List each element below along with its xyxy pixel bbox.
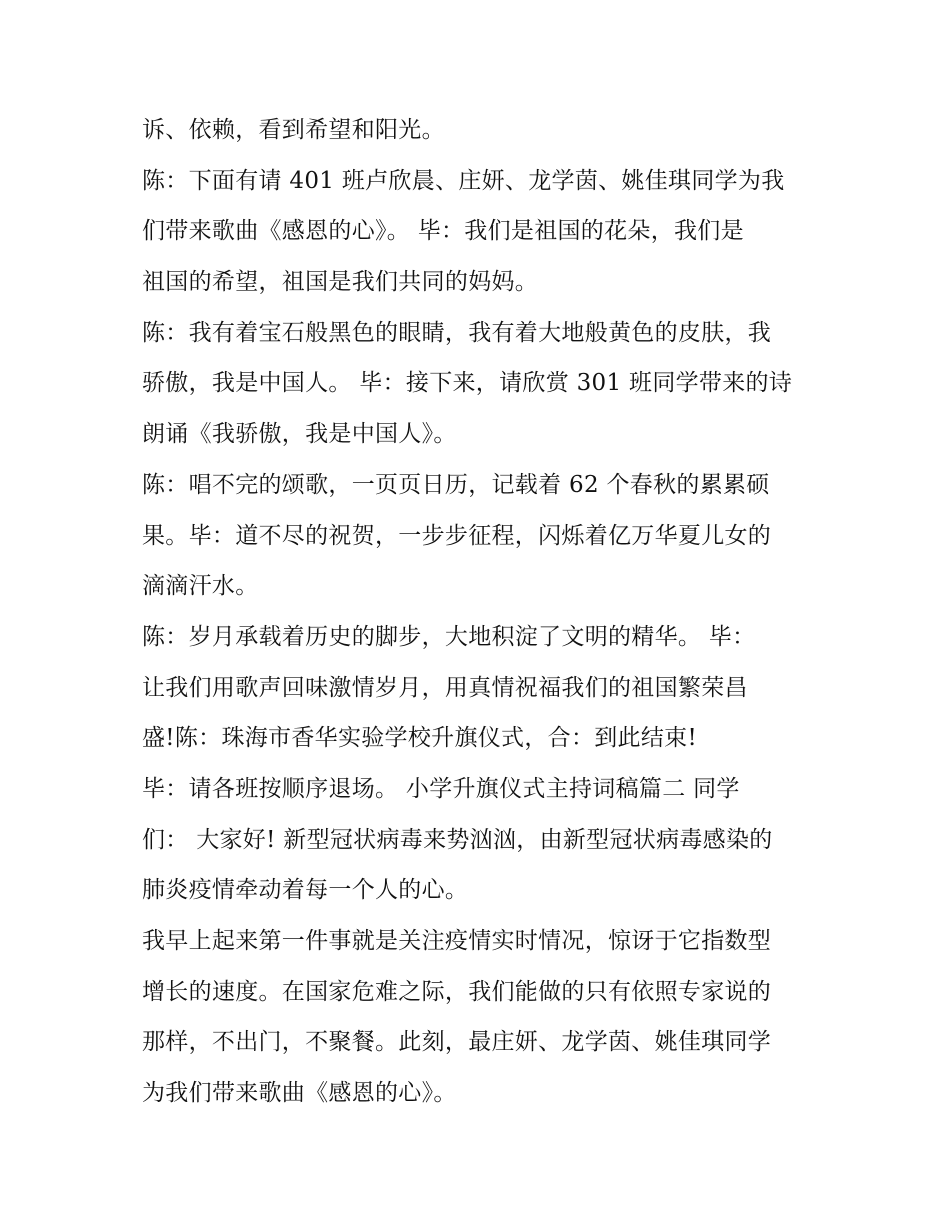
text-line: 盛!陈：珠海市香华实验学校升旗仪式，合：到此结束! — [142, 725, 697, 752]
text-line: 毕：请各班按顺序退场。 小学升旗仪式主持词稿篇二 同学 — [142, 775, 740, 802]
text-line: 诉、依赖，看到希望和阳光。 — [142, 117, 445, 143]
text-line: 我早上起来第一件事就是关注疫情实时情况，惊讶于它指数型 — [142, 928, 772, 954]
text-line: 陈：唱不完的颂歌，一页页日历，记载着 62 个春秋的累累硕 — [142, 471, 770, 498]
text-line: 们： 大家好! 新型冠状病毒来势汹汹，由新型冠状病毒感染的 — [142, 826, 773, 853]
text-line: 陈：我有着宝石般黑色的眼睛，我有着大地般黄色的皮肤，我 — [142, 319, 772, 346]
text-line: 祖国的希望，祖国是我们共同的妈妈。 — [142, 269, 539, 296]
text-line: 们带来歌曲《感恩的心》。 毕：我们是祖国的花朵，我们是 — [142, 218, 744, 245]
text-line: 陈：下面有请 401 班卢欣晨、庄妍、龙学茵、姚佳琪同学为我 — [142, 167, 785, 194]
text-line: 滴滴汗水。 — [142, 573, 259, 600]
text-line: 朗诵《我骄傲，我是中国人》。 — [142, 421, 457, 448]
text-line: 陈：岁月承载着历史的脚步，大地积淀了文明的精华。 毕： — [142, 623, 756, 650]
text-line: 为我们带来歌曲《感恩的心》。 — [142, 1080, 457, 1107]
text-line: 增长的速度。在国家危难之际，我们能做的只有依照专家说的 — [142, 978, 772, 1005]
text-line: 果。毕：道不尽的祝贺，一步步征程，闪烁着亿万华夏儿女的 — [142, 522, 772, 549]
text-line: 骄傲，我是中国人。 毕：接下来，请欣赏 301 班同学带来的诗 — [142, 370, 793, 397]
text-line: 肺炎疫情牵动着每一个人的心。 — [142, 877, 469, 904]
text-line: 那样，不出门，不聚餐。此刻，最庄妍、龙学茵、姚佳琪同学 — [142, 1029, 772, 1056]
text-line: 让我们用歌声回味激情岁月，用真情祝福我们的祖国繁荣昌 — [142, 674, 748, 701]
document-body — [142, 105, 822, 1119]
